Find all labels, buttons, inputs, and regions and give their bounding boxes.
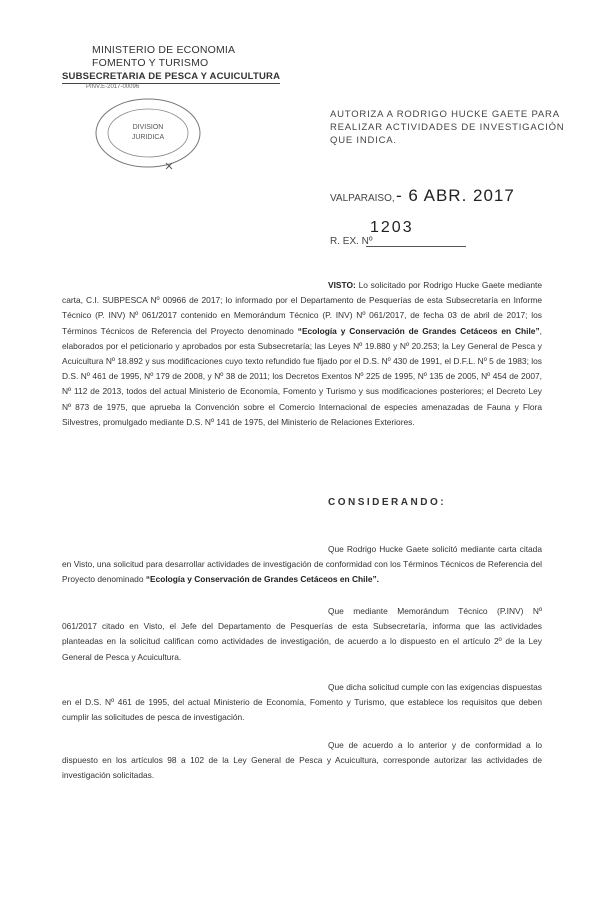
visto-paragraph (62, 278, 542, 430)
considerando-1 (62, 542, 542, 588)
ministry-subname: FOMENTO Y TURISMO (92, 57, 209, 69)
place-label: VALPARAISO, (330, 193, 395, 204)
visto-text-2: , elaborados por el peticionario y aprobados por esta Subsecretaría; las Leyes Nº 19.880 y Nº 20.253; la Ley General de Pesca y Acuicultura Nº 18.892 y sus modificaciones cuyo texto refundido fue fijado por el D.S. Nº 430 de 1991, el D.F.L. Nº 5 de 1983; los D.S. Nº 461 de 1995, Nº 179 de 2008, y Nº 38 de 2011; los Decretos Exentos Nº 225 de 1995, Nº 135 de 2005, Nº 454 de 2007, Nº 112 de 2013, todos del actual Ministerio de Economía, Fomento y Turismo y sus modificaciones posteriores; el Decreto Ley Nº 873 de 1975, que aprueba la Convención sobre el Comercio Internacional de especies amenazadas de Fauna y Flora Silvestres, promulgado mediante D.S. Nº 141 de 1975, del Ministerio de Relaciones Exteriores. (62, 325, 542, 427)
c3-first-line: Que dicha solicitud cumple con las exigencias (328, 682, 500, 692)
visto-label: VISTO: (328, 280, 356, 290)
ministry-name: MINISTERIO DE ECONOMIA (92, 44, 236, 56)
division-stamp (92, 95, 204, 171)
date-stamp: - 6 ABR. 2017 (396, 186, 515, 205)
c1-first-line: Que Rodrigo Hucke Gaete solicitó mediante carta (328, 544, 517, 554)
c4-first-line: Que de acuerdo a lo anterior y de conformidad a (328, 740, 531, 750)
considerando-heading: CONSIDERANDO: (328, 497, 447, 508)
resolution-number: 1203 (370, 219, 414, 236)
rex-label: R. EX. Nº (330, 236, 373, 247)
c1-project-name: “Ecología y Conservación de Grandes Cetáceos en Chile”. (145, 574, 379, 585)
c3-body: dispuestas en el D.S. Nº 461 de 1995, del actual Ministerio de Economía, Fomento y Turismo, que establece los requisitos que deben cumplir las solicitudes de pesca de investigación. (62, 682, 542, 723)
considerando-4 (62, 738, 542, 784)
c4-body: lo dispuesto en los artículos 98 a 102 de la Ley General de Pesca y Acuicultura, corresponde autorizar las actividades de investigación solicitadas. (62, 740, 542, 781)
resolution-subject: AUTORIZA A RODRIGO HUCKE GAETE PARA REALIZAR ACTIVIDADES DE INVESTIGACIÓN QUE INDICA. (330, 109, 565, 146)
rex-underline (366, 246, 466, 247)
visto-project-name: “Ecología y Conservación de Grandes Cetáceos en Chile” (297, 325, 540, 336)
visto-text: Lo solicitado por Rodrigo Hucke Gaete mediante carta, C.I. SUBPESCA Nº 00966 de 2017; lo informado por el Departamento de Pesquerías de esta Subsecretaría en Informe Técnico (P. INV) Nº 061/2017 contenido en Memorándum Técnico (P. INV) Nº 061/2017, de fecha 03 de abril de 2017; los Términos Técnicos de Referencia del Proyecto denominado (62, 280, 542, 336)
considerando-2 (62, 604, 542, 665)
stamp-text-1: DIVISION (132, 124, 164, 131)
c2-first-line: Que mediante Memorándum Técnico (P.INV) Nº (328, 606, 542, 616)
stamp-text-2: JURIDICA (131, 134, 165, 141)
subsecretaria-name: SUBSECRETARIA DE PESCA Y ACUICULTURA (62, 71, 281, 82)
c1-body: citada en Visto, una solicitud para desarrollar actividades de investigación de conformidad con los Términos Técnicos de Referencia del Proyecto denominado (62, 544, 542, 585)
c2-body: 061/2017 citado en Visto, el Jefe del Departamento de Pesquerías de esta Subsecretaría, informa que las actividades planteadas en la solicitud califican como actividades de investigación, de acuerdo a lo dispuesto en el artículo 2º de la Ley General de Pesca y Acuicultura. (62, 621, 542, 662)
reference-code: PINV.E-2017-00096 (86, 84, 140, 90)
considerando-3 (62, 680, 542, 726)
